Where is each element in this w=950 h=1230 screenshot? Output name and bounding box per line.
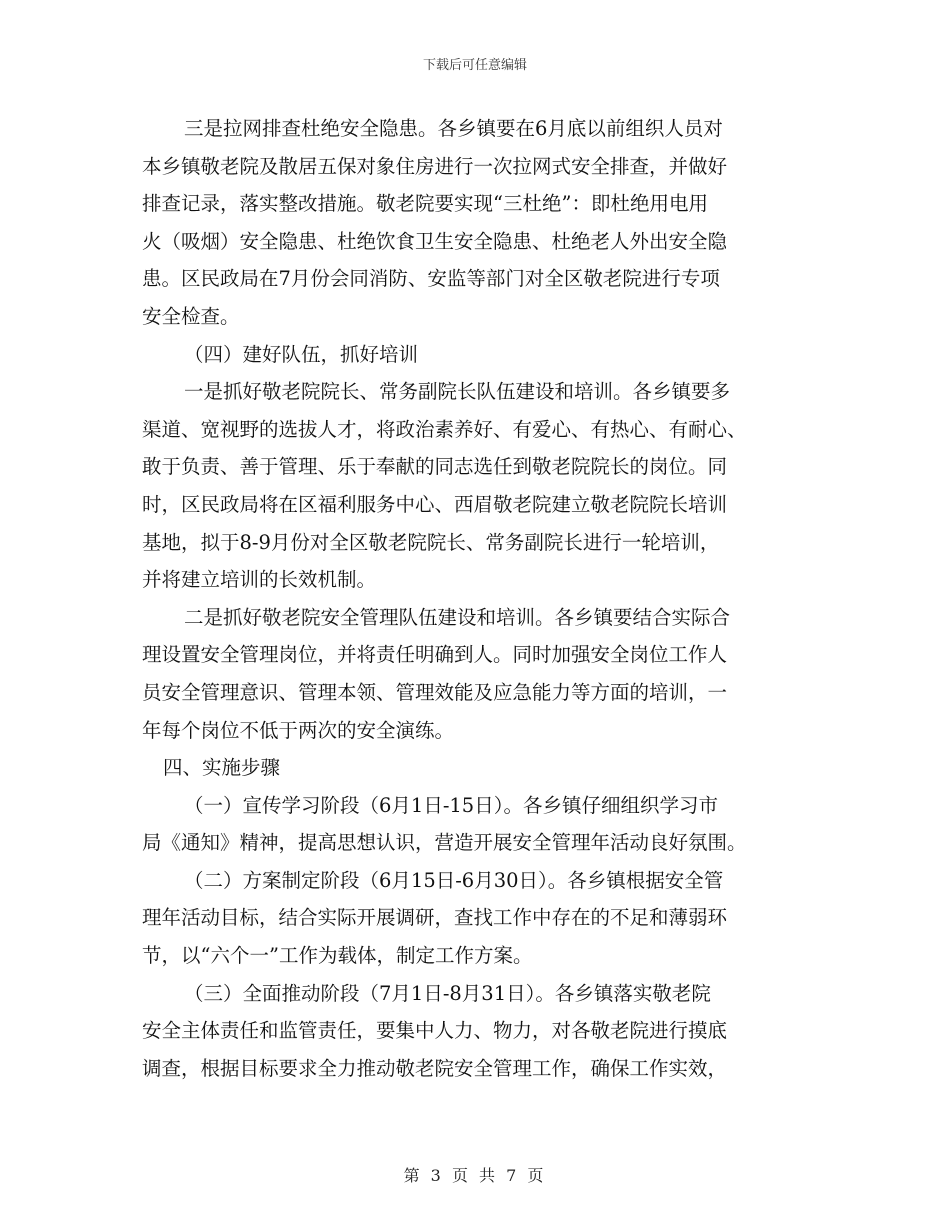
paragraph-line: 排查记录，落实整改措施。敬老院要实现“三杜绝”：即杜绝用电用 [142,192,708,216]
paragraph-line: 时，区民政局将在区福利服务中心、西眉敬老院建立敬老院院长培训 [142,492,728,516]
paragraph-line: 理年活动目标，结合实际开展调研，查找工作中存在的不足和薄弱环 [142,906,728,930]
paragraph-line: 安全检查。 [142,304,240,328]
document-body [142,110,814,1087]
paragraph-line: 渠道、宽视野的选拔人才，将政治素养好、有爱心、有热心、有耐心、 [142,417,747,441]
paragraph-line: 敢于负责、善于管理、乐于奉献的同志选任到敬老院院长的岗位。同 [142,455,728,479]
paragraph-line: 调查，根据目标要求全力推动敬老院安全管理工作，确保工作实效， [142,1056,728,1080]
paragraph-line: （三）全面推动阶段（7月1日-8月31日）。各乡镇落实敬老院 [184,981,711,1005]
paragraph-line: （二）方案制定阶段（6月15日-6月30日）。各乡镇根据安全管 [184,868,724,892]
paragraph-line: 患。区民政局在7月份会同消防、安监等部门对全区敬老院进行专项 [142,267,720,291]
section-heading: 四、实施步骤 [163,756,281,780]
section-heading: （四）建好队伍，抓好培训 [184,342,419,366]
paragraph-line: 二是抓好敬老院安全管理队伍建设和培训。各乡镇要结合实际合 [184,605,731,629]
paragraph-line: 局《通知》精神，提高思想认识，营造开展安全管理年活动良好氛围。 [142,831,747,855]
paragraph-line: 员安全管理意识、管理本领、管理效能及应急能力等方面的培训，一 [142,680,728,704]
page-footer: 第 3 页 共 7 页 [403,1166,547,1185]
paragraph-line: （一）宣传学习阶段（6月1日-15日）。各乡镇仔细组织学习市 [184,793,718,817]
paragraph-line: 安全主体责任和监管责任，要集中人力、物力，对各敬老院进行摸底 [142,1019,728,1043]
paragraph-line: 年每个岗位不低于两次的安全演练。 [142,718,455,742]
paragraph-line: 理设置安全管理岗位，并将责任明确到人。同时加强安全岗位工作人 [142,643,728,667]
paragraph-line: 一是抓好敬老院院长、常务副院长队伍建设和培训。各乡镇要多 [184,380,731,404]
paragraph-line: 火（吸烟）安全隐患、杜绝饮食卫生安全隐患、杜绝老人外出安全隐 [142,229,728,253]
paragraph-line: 节，以“六个一”工作为载体，制定工作方案。 [142,944,533,968]
page-header: 下载后可任意编辑 [422,58,527,73]
paragraph-line: 三是拉网排查杜绝安全隐患。各乡镇要在6月底以前组织人员对 [184,117,723,140]
paragraph-line: 基地，拟于8-9月份对全区敬老院院长、常务副院长进行一轮培训， [142,530,720,554]
paragraph-line: 本乡镇敬老院及散居五保对象住房进行一次拉网式安全排查，并做好 [142,154,728,178]
paragraph-line: 并将建立培训的长效机制。 [142,568,377,592]
